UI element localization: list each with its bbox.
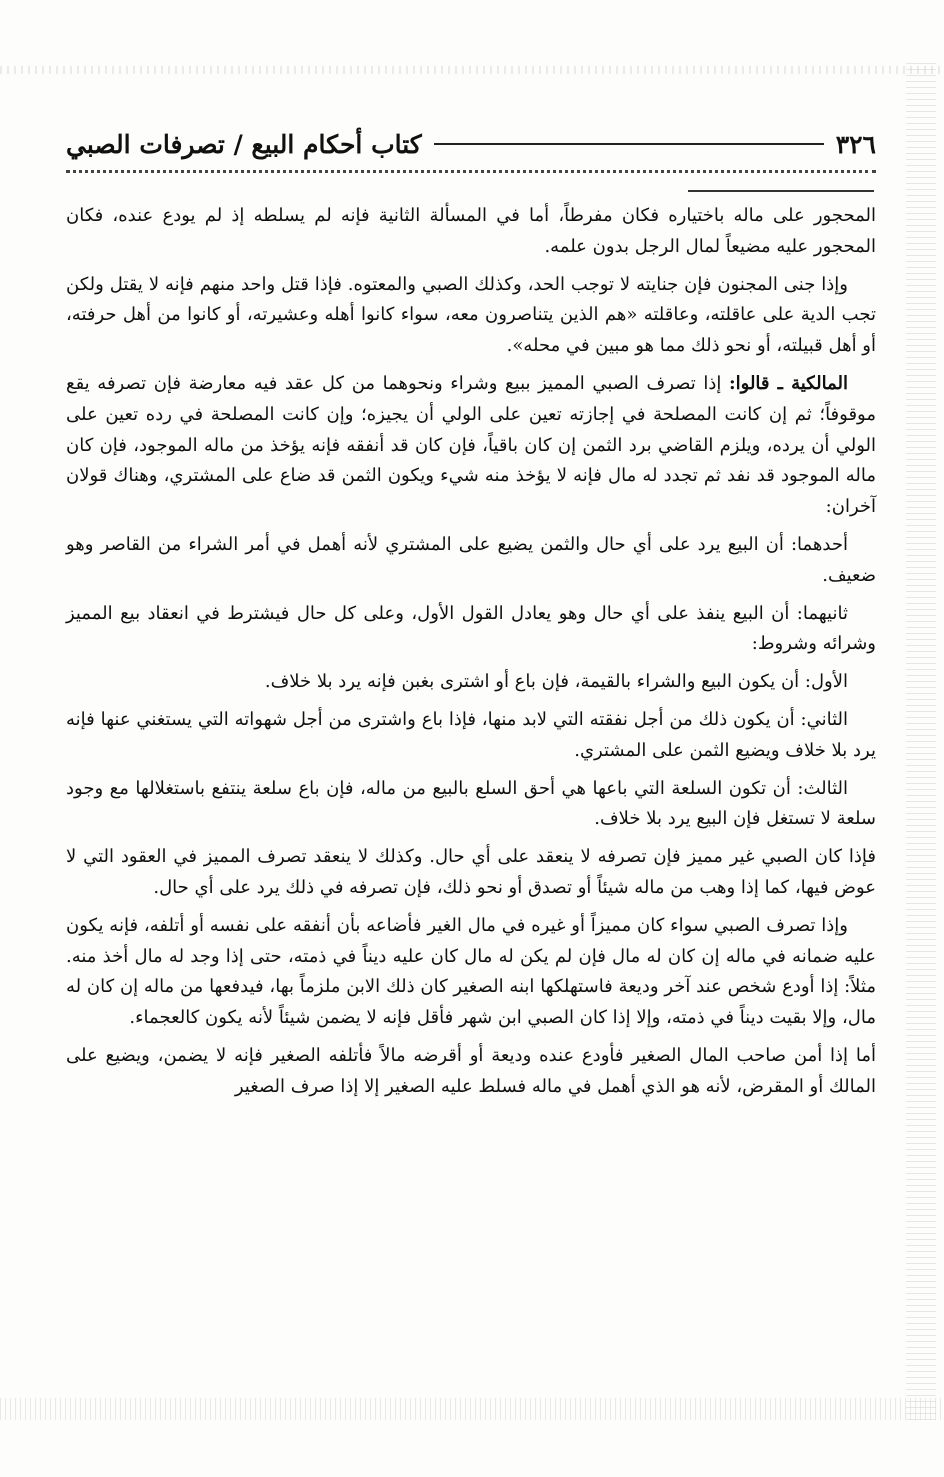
paragraph-text: وإذا تصرف الصبي سواء كان مميزاً أو غيره في مال الغير فأضاعه بأن أنفقه على نفسه أو أتلفه، فإنه يكون عليه ضمانه في ماله إن كان له مال فإن لم يكن له مال كان عليه ديناً في ذمته، حتى إذا وجد له مال أخذ منه. مثلاً: إذا أودع شخص عند آخر وديعة فاستهلكها ابنه الصغير كان ذلك الابن ملزماً بها، فيدفعها من ماله إن كان له مال، وإلا بقيت ديناً في ذمته، وإلا إذا كان الصبي ابن شهر فأقل فإنه لا يضمن شيئاً لأنه يكون كالعجماء. (66, 914, 876, 1029)
header-rule (434, 143, 824, 145)
paragraph-text: الثاني: أن يكون ذلك من أجل نفقته التي لابد منها، فإذا باع واشترى من أجل شهواته التي يستغني عنها فإنه يرد بلا خلاف ويضيع الثمن على المشتري. (66, 708, 876, 761)
paragraph-text: إذا تصرف الصبي المميز ببيع وشراء ونحوهما من كل عقد فيه معارضة فإن تصرفه يقع موقوفاً؛ ثم إن كانت المصلحة في إجازته تعين على الولي أن يجيزه؛ وإن كانت المصلحة في رده تعين على الولي أن يرده، ويلزم القاضي برد الثمن إن كان باقياً، فإن كان قد أنفقه فإنه يؤخذ من ماله الموجود، فإن كان ماله الموجود قد نفد ثم تجدد له مال فإنه لا يؤخذ منه شيء ويكون الثمن قد ضاع على المشتري، وهناك قولان آخران: (66, 372, 876, 518)
paragraph-text: الثالث: أن تكون السلعة التي باعها هي أحق السلع بالبيع من ماله، فإن باع سلعة ينتفع باستغلالها مع وجود سلعة لا تستغل فإن البيع يرد بلا خلاف. (66, 777, 876, 830)
paragraph (66, 842, 876, 904)
scan-noise-top (0, 66, 944, 74)
paragraph (66, 201, 876, 263)
school-heading: المالكية ـ قالوا: (729, 372, 848, 394)
scan-noise-bottom (0, 1398, 944, 1420)
paragraph-text: وإذا جنى المجنون فإن جنايته لا توجب الحد، وكذلك الصبي والمعتوه. فإذا قتل واحد منهم فإنه لا يقتل ولكن تجب الدية على عاقلته، وعاقلته «هم الذين يتناصرون معه، سواء كانوا أهله وعشيرته، أو كانوا من أهل حرفته، أو أهل قبيلته، أو نحو ذلك مما هو مبين في محله». (66, 273, 876, 357)
page-number: ٣٢٦ (835, 129, 876, 159)
page-body (66, 201, 876, 1110)
paragraph-text: المحجور على ماله باختياره فكان مفرطاً، أما في المسألة الثانية فإنه لم يسلطه إذ لم يودع عنده، فكان المحجور عليه مضيعاً لمال الرجل بدون علمه. (66, 205, 876, 257)
dotted-separator (66, 170, 876, 173)
paragraph-text: ثانيهما: أن البيع ينفذ على أي حال وهو يعادل القول الأول، وعلى كل حال فيشترط في انعقاد بيع المميز وشرائه وشروط: (66, 602, 876, 655)
paragraph (66, 270, 876, 362)
paragraph-text: أما إذا أمن صاحب المال الصغير فأودع عنده وديعة أو أقرضه مالاً فأتلفه الصغير فإنه لا يضمن، ويضيع على المالك أو المقرض، لأنه هو الذي أهمل في ماله فسلط عليه الصغير إلا إذا صرف الصغير (66, 1044, 876, 1097)
paragraph (66, 667, 876, 698)
paragraph-text: الأول: أن يكون البيع والشراء بالقيمة، فإن باع أو اشترى بغبن فإنه يرد بلا خلاف. (264, 671, 848, 693)
page-header (66, 124, 876, 164)
scan-noise-right (906, 60, 936, 1420)
paragraph (66, 599, 876, 661)
paragraph (66, 774, 876, 836)
paragraph-text: فإذا كان الصبي غير مميز فإن تصرفه لا ينعقد على أي حال. وكذلك لا ينعقد تصرف المميز في العقود التي لا عوض فيها، كما إذا وهب من ماله شيئاً أو تصدق أو نحو ذلك، فإن تصرفه في ذلك يرد على أي حال. (66, 846, 876, 898)
paragraph (66, 530, 876, 592)
paragraph-text: أحدهما: أن البيع يرد على أي حال والثمن يضيع على المشتري لأنه أهمل في أمر الشراء من القاصر وهو ضعيف. (66, 533, 876, 586)
paragraph (66, 369, 876, 523)
footnote-continuation-rule (688, 190, 874, 192)
paragraph (66, 705, 876, 767)
paragraph (66, 1041, 876, 1103)
paragraph (66, 911, 876, 1034)
running-title: كتاب أحكام البيع / تصرفات الصبي (66, 129, 422, 159)
